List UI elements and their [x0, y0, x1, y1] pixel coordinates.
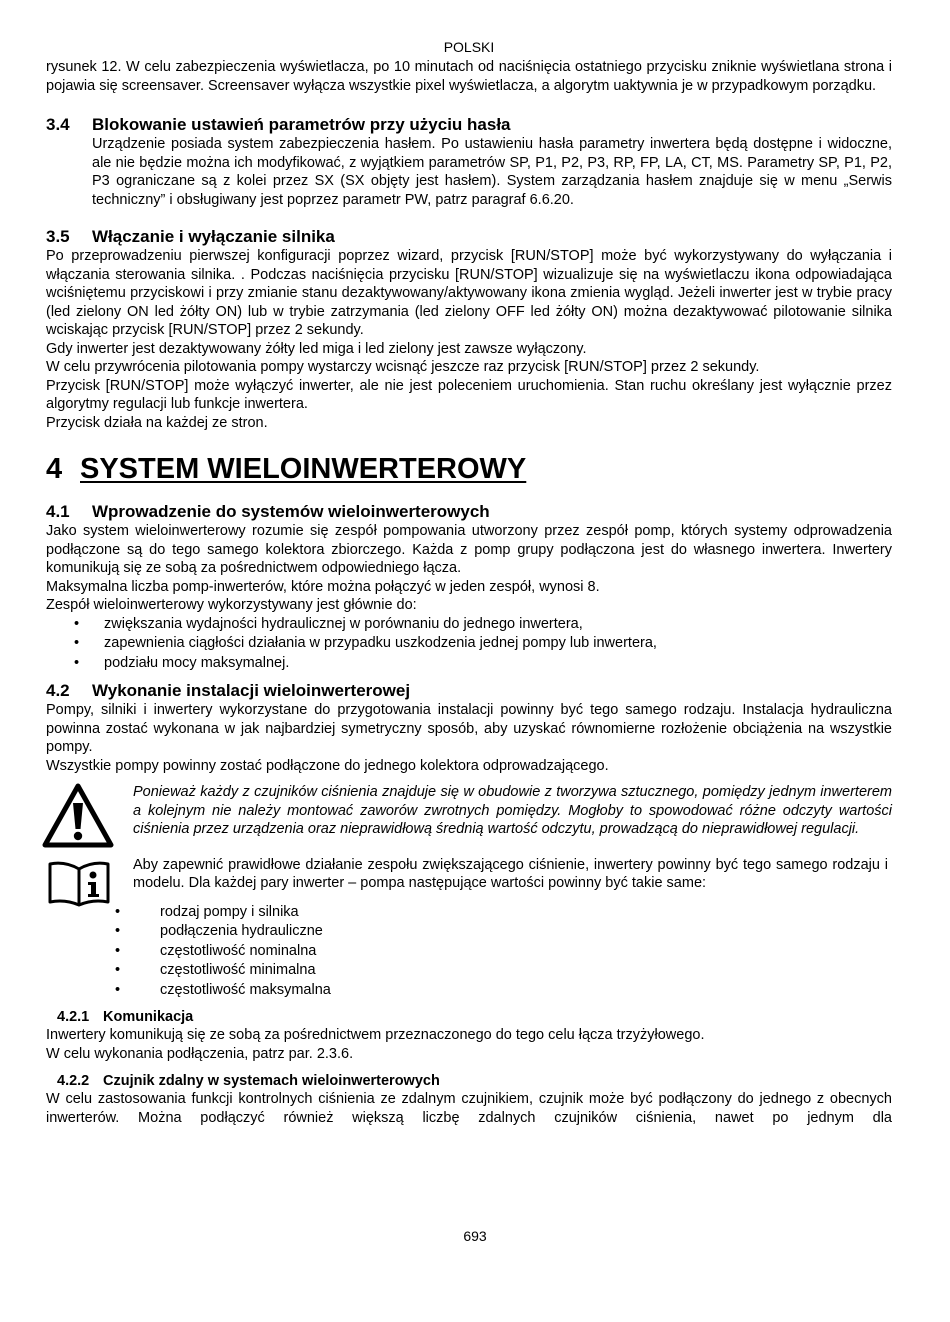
info-note [133, 856, 888, 893]
chapter-4-heading [46, 452, 892, 486]
page-number: 693 [463, 1228, 487, 1244]
list-item: • podłączenia hydrauliczne [46, 922, 892, 942]
section-3-5-paragraph-4: Przycisk [RUN/STOP] może wyłączyć inwerter, ale nie jest poleceniem uruchomienia. Stan ruchu określany jest wyłącznie przez algorytmy regulacji lub funkcje inwertera. [46, 377, 892, 412]
section-3-5-paragraph-3: W celu przywrócenia pilotowania pompy wystarczy wcisnąć jeszcze raz przycisk [RUN/STOP] przez 2 sekundy. [46, 359, 760, 375]
section-number: 4.2 [46, 681, 70, 700]
section-4-2-paragraph-1: Pompy, silniki i inwertery wykorzystane do przygotowania instalacji powinny być tego samego rodzaju. Instalacja hydrauliczna powinna zostać wykonana w jak najbardziej symetryczny sposób, aby uzyskać równomierne rozłożenie obciążenia na wszystkie pompy. [46, 702, 892, 755]
document-page [46, 38, 892, 1127]
section-number: 4.2.1 [57, 1009, 90, 1025]
section-title: Czujnik zdalny w systemach wieloinwerterowych [103, 1073, 440, 1089]
section-number: 4.1 [46, 502, 70, 521]
list-item: • częstotliwość nominalna [46, 942, 892, 962]
section-4-2-1-paragraph-1: Inwertery komunikują się ze sobą za pośrednictwem przeznaczonego do tego celu łącza trzyżyłowego. [46, 1027, 705, 1043]
section-4-1-paragraph-3: Zespół wieloinwerterowy wykorzystywany jest głównie do: [46, 597, 417, 613]
section-title: Wykonanie instalacji wieloinwerterowej [92, 681, 411, 700]
section-3-5-paragraph-1: Po przeprowadzeniu pierwszej konfiguracji poprzez wizard, przycisk [RUN/STOP] może być wykorzystywany do wyłączania i włączania sterowania silnika. . Podczas naciśnięcia przycisku [RUN/STOP] wizualizuje się na wyświetlaczu ikona odpowiadająca wciśniętemu przyciskowi i przy zmianie stanu dezaktywowany/aktywowany ikona zmienia wygląd. Jeżeli inwerter jest w trybie pracy (led zielony ON led żółty ON) lub w trybie zatrzymania (led zielony OFF led żółty ON) można dezaktywować pilotowanie silnika wciskając przycisk [RUN/STOP] przez 2 sekundy. [46, 248, 892, 338]
matching-values-list [46, 903, 892, 1001]
list-item: • zwiększania wydajności hydraulicznej w porównaniu do jednego inwertera, [46, 615, 892, 635]
section-title: Blokowanie ustawień parametrów przy użyciu hasła [92, 115, 511, 134]
warning-text: Ponieważ każdy z czujników ciśnienia znajduje się w obudowie z tworzywa sztucznego, pomiędzy jednym inwerterem a kolejnym nie należy montować zaworów zwrotnych pomiędzy. Mogłoby to spowodować różne odczyty wartości ciśnienia przez urządzenia oraz nieprawidłową średnią wartość odczytu, prowadzącą do nieprawidłowej regulacji. [133, 784, 892, 837]
section-3-5-paragraph-2: Gdy inwerter jest dezaktywowany żółty led miga i led zielony jest zawsze wyłączony. [46, 340, 587, 357]
section-number: 4.2.2 [57, 1073, 90, 1089]
chapter-title: SYSTEM WIELOINWERTEROWY [80, 453, 527, 485]
section-4-1-heading [46, 502, 892, 522]
section-4-2-2-heading [57, 1072, 892, 1090]
list-item: • częstotliwość minimalna [46, 961, 892, 981]
section-title: Wprowadzenie do systemów wieloinwerterowych [92, 502, 490, 521]
section-4-2-1-paragraph-2: W celu wykonania podłączenia, patrz par. 2.3.6. [46, 1045, 354, 1062]
list-item: • rodzaj pompy i silnika [46, 903, 892, 923]
section-4-1-paragraph-1: Jako system wieloinwerterowy rozumie się zespół pompowania utworzony przez zespół pomp, których systemy odprowadzenia podłączone są do tego samego kolektora zbiorczego. Każda z pomp grupy podłączona jest do własnego inwertera. Inwertery komunikują się ze sobą za pośrednictwem odpowiedniego łącza. [46, 523, 892, 576]
section-number: 3.4 [46, 115, 70, 134]
intro-paragraph: rysunek 12. W celu zabezpieczenia wyświetlacza, po 10 minutach od naciśnięcia ostatniego przycisku zniknie wyświetlana strona i pojawia się screensaver. Screensaver wyłącza wszystkie pixel wyświetlacza, a algorytm uaktywnia je w przypadkowym porządku. [46, 59, 892, 94]
section-4-2-paragraph-2: Wszystkie pompy powinny zostać podłączone do jednego kolektora odprowadzającego. [46, 757, 609, 774]
info-text: Aby zapewnić prawidłowe działanie zespołu zwiększającego ciśnienie, inwertery powinny być tego samego rodzaju i modelu. Dla każdej pary inwerter – pompa następujące wartości powinny być takie same: [133, 856, 888, 891]
usage-bullet-list [46, 615, 892, 674]
section-3-4-paragraph: Urządzenie posiada system zabezpieczenia hasłem. Po ustawieniu hasła parametry inwertera będą dostępne i widoczne, ale nie będzie można ich modyfikować, z wyjątkiem parametrów SP, P1, P2, P3, RP, FP, LA, CT, MS. Parametry SP, P1, P2, P3 ograniczane są z kolei przez SX (SX objęty jest hasłem). System zarządzania hasłem znajduje się w menu „Serwis techniczny” i obsługiwany jest poprzez parametr PW, patrz paragraf 6.6.20. [92, 136, 892, 208]
section-4-1-paragraph-2: Maksymalna liczba pomp-inwerterów, które można połączyć w jeden zespół, wynosi 8. [46, 578, 600, 595]
section-title: Komunikacja [103, 1009, 194, 1025]
section-4-2-heading [46, 681, 892, 701]
list-item: • częstotliwość maksymalna [46, 981, 892, 1001]
section-4-2-1-heading [57, 1008, 892, 1026]
chapter-number: 4 [46, 453, 63, 485]
section-title: Włączanie i wyłączanie silnika [92, 227, 335, 246]
section-3-5-heading [46, 227, 892, 247]
section-4-2-2-paragraph: W celu zastosowania funkcji kontrolnych ciśnienia ze zdalnym czujnikiem, czujnik może być podłączony do jednego z obecnych inwerterów. Można podłączyć również większą liczbę zdalnych czujników ciśnienia, nawet po jednym dla [46, 1091, 892, 1126]
list-item: • zapewnienia ciągłości działania w przypadku uszkodzenia jednej pompy lub inwertera, [46, 634, 892, 654]
page-header-language: POLSKI [443, 39, 495, 55]
section-number: 3.5 [46, 227, 70, 246]
warning-note [133, 783, 892, 839]
section-3-5-paragraph-5: Przycisk działa na każdej ze stron. [46, 414, 268, 431]
list-item: • podziału mocy maksymalnej. [46, 654, 892, 674]
warning-triangle-icon [42, 783, 114, 854]
section-3-4-heading [46, 115, 892, 135]
